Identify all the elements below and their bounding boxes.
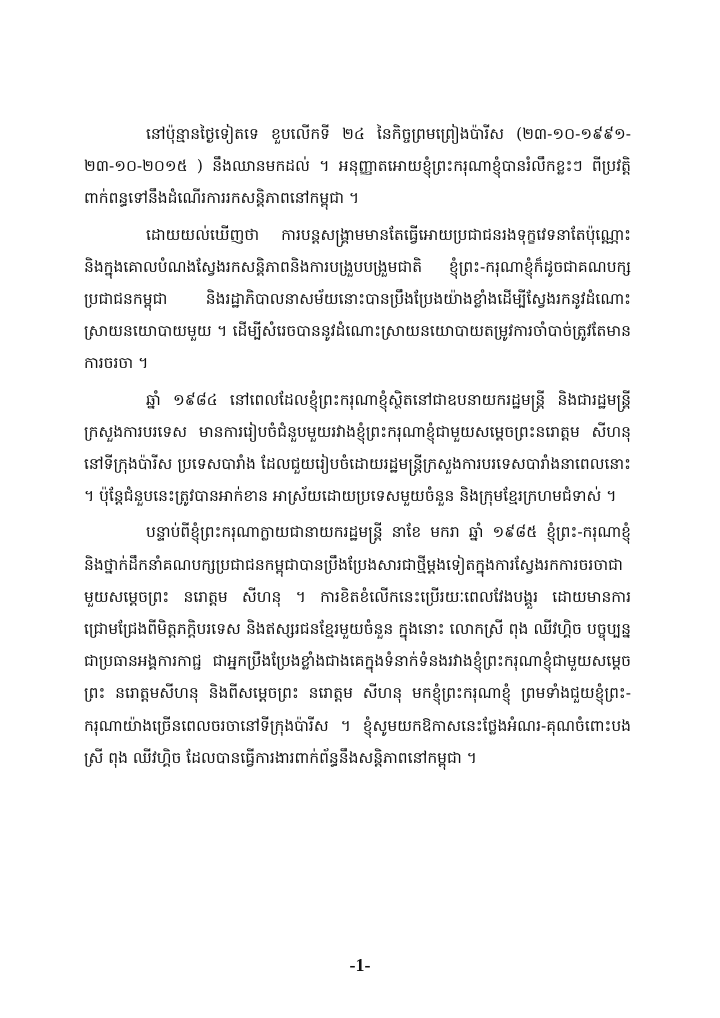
paragraph-3: ឆ្នាំ ១៩៨៤ នៅពេលដែលខ្ញុំព្រះករុណាខ្ញុំស្ថិតនៅជាឧបនាយករដ្ឋមន្ត្រី និងជារដ្ឋមន្ត្រីក្រសួងការបរទេស មានការរៀបចំជំនួបមួយរវាងខ្ញុំព្រះករុណាខ្ញុំជាមួយសម្តេចព្រះនរោត្តម សីហនុ នៅទីក្រុងប៉ារីស ប្រទេសបារាំង ដែលជួយរៀបចំដោយរដ្ឋមន្ត្រីក្រសួងការបរទេសបារាំងនាពេលនោះ ។ ប៉ុន្តែជំនួបនេះត្រូវបានអាក់ខាន អាស្រ័យដោយប្រទេសមួយចំនួន និងក្រុមខ្មែរក្រហមជំទាស់ ។ [84,390,631,506]
page-number: -1- [349,955,371,975]
paragraph-2: ដោយយល់ឃើញថា ការបន្តសង្គ្រាមមានតែធ្វើអោយប្រជាជនរងទុក្ខវេទនាតែប៉ុណ្ណោះ និងក្នុងគោលបំណងស្វែងរកសន្តិភាពនិងការបង្រួបបង្រួមជាតិ ខ្ញុំព្រះ-ករុណាខ្ញុំក៏ដូចជាគណបក្សប្រជាជនកម្ពុជា និងរដ្ឋាភិបាលនាសម័យនោះបានប្រឹងប្រែងយ៉ាងខ្លាំងដើម្បីស្វែងរកនូវដំណោះស្រាយនយោបាយមួយ ។ ដើម្បីសំរេចបាននូវដំណោះស្រាយនយោបាយតម្រូវការចាំបាច់ត្រូវតែមានការចរចា ។ [84,225,631,373]
body-text [84,118,631,778]
paragraph-4: បន្ទាប់ពីខ្ញុំព្រះករុណាក្លាយជានាយករដ្ឋមន្ត្រី នាខែ មករា ឆ្នាំ ១៩៨៥ ខ្ញុំព្រះ-ករុណាខ្ញុំ និងថ្នាក់ដឹកនាំគណបក្សប្រជាជនកម្ពុជាបានប្រឹងប្រែងសារជាថ្មីម្តងទៀតក្នុងការស្វែងរកការចរចាជាមួយសម្តេចព្រះ នរោត្តម សីហនុ ។ ការខិតខំលើកនេះប្រើរយៈពេលវែងបង្គួរ ដោយមានការជ្រោមជ្រែងពីមិត្តភក្តិបរទេស និងឥស្សរជនខ្មែរមួយចំនួន ក្នុងនោះ លោកស្រី ពុង ឈីវហ្គិច បច្ចុប្បន្នជាប្រធានអង្គការកាជ្ជ ជាអ្នកប្រឹងប្រែងខ្លាំងជាងគេក្នុងទំនាក់ទំនងរវាងខ្ញុំព្រះករុណាខ្ញុំជាមួយសម្តេចព្រះ នរោត្តមសីហនុ និងពីសម្តេចព្រះ នរោត្តម សីហនុ មកខ្ញុំព្រះករុណាខ្ញុំ ព្រមទាំងជួយខ្ញុំព្រះ-ករុណាយ៉ាងច្រើនពេលចរចានៅទីក្រុងប៉ារីស ។ ខ្ញុំសូមយកឱកាសនេះថ្លែងអំណរ-គុណចំពោះបងស្រី ពុង ឈីវហ្គិច ដែលបានធ្វើការងារពាក់ព័ន្ធនឹងសន្តិភាពនៅកម្ពុជា ។ [84,523,631,767]
paragraph-1: នៅប៉ុន្មានថ្ងៃទៀតទេ ខួបលើកទី ២៤ នៃកិច្ចព្រមព្រៀងប៉ារីស (២៣-១០-១៩៩១- ២៣-១០-២០១៥ ) នឹងឈានមកដល់ ។ អនុញ្ញាតអោយខ្ញុំព្រះករុណាខ្ញុំបានរំលឹកខ្លះៗ ពីប្រវត្តិពាក់ពន្ធទៅនឹងដំណើរការរកសន្តិភាពនៅកម្ពុជា ។ [84,125,631,208]
